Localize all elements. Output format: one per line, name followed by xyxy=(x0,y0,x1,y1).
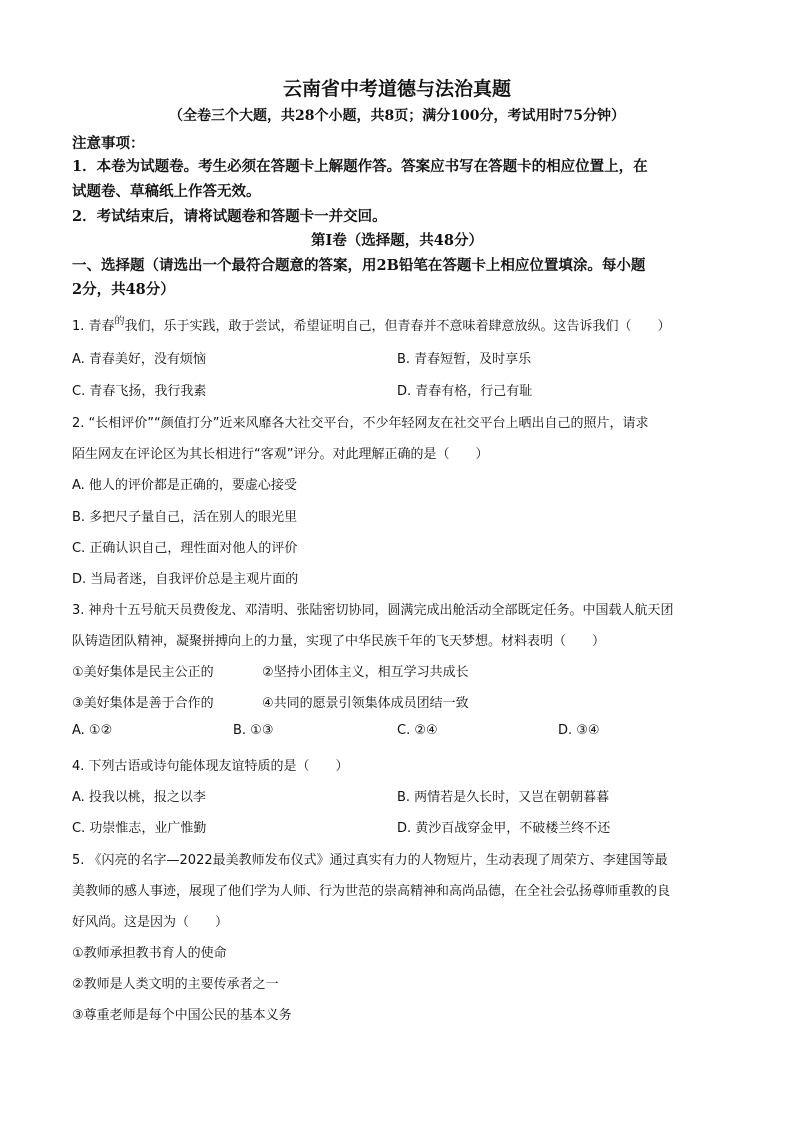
section-heading-line-2: 2分，共48分） xyxy=(72,281,175,298)
question-3-stem-line-1: 3. 神舟十五号航天员费俊龙、邓清明、张陆密切协同，圆满完成出舱活动全部既定任务。中国载人航天团 xyxy=(72,603,674,618)
question-1-stem xyxy=(72,315,671,334)
notice-heading: 注意事项： xyxy=(72,135,145,152)
notice-item-2: 2．考试结束后，请将试题卷和答题卡一并交回。 xyxy=(72,208,387,225)
question-1-stem-superscript: 的 xyxy=(114,316,125,327)
question-3-stem-line-2: 队铸造团队精神，凝聚拼搏向上的力量，实现了中华民族千年的飞天梦想。材料表明（ ） xyxy=(72,634,606,649)
question-5-statement-3: ③尊重老师是每个中国公民的基本义务 xyxy=(72,1008,292,1023)
question-5-stem-line-2: 美教师的感人事迹，展现了他们学为人师、行为世范的崇高精神和高尚品德，在全社会弘扬尊师重教的良 xyxy=(72,884,671,899)
question-3-option-c[interactable]: C. ②④ xyxy=(397,723,438,738)
question-1-option-a[interactable]: A. 青春美好，没有烦恼 xyxy=(72,352,206,367)
question-2-option-a[interactable]: A. 他人的评价都是正确的，要虚心接受 xyxy=(72,478,297,493)
question-3-option-d[interactable]: D. ③④ xyxy=(558,723,600,738)
question-5-statement-2: ②教师是人类文明的主要传承者之一 xyxy=(72,977,279,992)
question-1-option-b[interactable]: B. 青春短暂，及时享乐 xyxy=(397,352,532,367)
question-1-option-c[interactable]: C. 青春飞扬，我行我素 xyxy=(72,384,207,399)
notice-item-1-line-2: 试题卷、草稿纸上作答无效。 xyxy=(72,183,261,200)
page-subtitle: （全卷三个大题，共28个小题，共8页；满分100分，考试用时75分钟） xyxy=(169,108,625,124)
question-4-option-a[interactable]: A. 投我以桃，报之以李 xyxy=(72,790,206,805)
question-4-option-d[interactable]: D. 黄沙百战穿金甲，不破楼兰终不还 xyxy=(397,821,611,836)
notice-item-1-line-1: 1．本卷为试题卷。考生必须在答题卡上解题作答。答案应书写在答题卡的相应位置上，在 xyxy=(72,158,648,175)
question-2-stem-line-1: 2. “长相评价”“颜值打分”近来风靡各大社交平台，不少年轻网友在社交平台上晒出自己的照片，请求 xyxy=(72,416,649,431)
question-5-statement-1: ①教师承担教书育人的使命 xyxy=(72,946,227,961)
question-1-stem-part-a: 1. 青春 xyxy=(72,319,115,334)
question-4-option-b[interactable]: B. 两情若是久长时，又岂在朝朝暮暮 xyxy=(397,790,610,805)
question-4-option-c[interactable]: C. 功崇惟志，业广惟勤 xyxy=(72,821,207,836)
question-3-statement-4: ④共同的愿景引领集体成员团结一致 xyxy=(262,696,469,711)
question-4-stem: 4. 下列古语或诗句能体现友谊特质的是（ ） xyxy=(72,759,349,774)
question-3-statement-1: ①美好集体是民主公正的 xyxy=(72,665,214,680)
question-2-option-c[interactable]: C. 正确认识自己，理性面对他人的评价 xyxy=(72,541,298,556)
question-2-option-b[interactable]: B. 多把尺子量自己，活在别人的眼光里 xyxy=(72,510,298,525)
question-5-stem-line-1: 5. 《闪亮的名字—2022最美教师发布仪式》通过真实有力的人物短片，生动表现了周荣方、李建国等最 xyxy=(72,853,668,868)
question-5-stem-line-3: 好风尚。这是因为（ ） xyxy=(72,915,229,930)
question-1-stem-part-b: 我们，乐于实践，敢于尝试，希望证明自己，但青春并不意味着肆意放纵。这告诉我们（ ） xyxy=(124,319,671,334)
question-3-statement-2: ②坚持小团体主义，相互学习共成长 xyxy=(262,665,469,680)
volume-heading: 第Ⅰ卷（选择题，共48分） xyxy=(311,232,483,249)
question-3-statement-3: ③美好集体是善于合作的 xyxy=(72,696,214,711)
question-1-option-d[interactable]: D. 青春有格，行己有耻 xyxy=(397,384,533,399)
question-2-option-d[interactable]: D. 当局者迷，自我评价总是主观片面的 xyxy=(72,572,299,587)
page-title: 云南省中考道德与法治真题 xyxy=(282,78,511,100)
question-2-stem-line-2: 陌生网友在评论区为其长相进行“客观”评分。对此理解正确的是（ ） xyxy=(72,447,489,462)
section-heading-line-1: 一、选择题（请选出一个最符合题意的答案，用2B铅笔在答题卡上相应位置填涂。每小题 xyxy=(72,257,646,274)
question-3-option-a[interactable]: A. ①② xyxy=(72,723,113,738)
question-3-option-b[interactable]: B. ①③ xyxy=(233,723,274,738)
